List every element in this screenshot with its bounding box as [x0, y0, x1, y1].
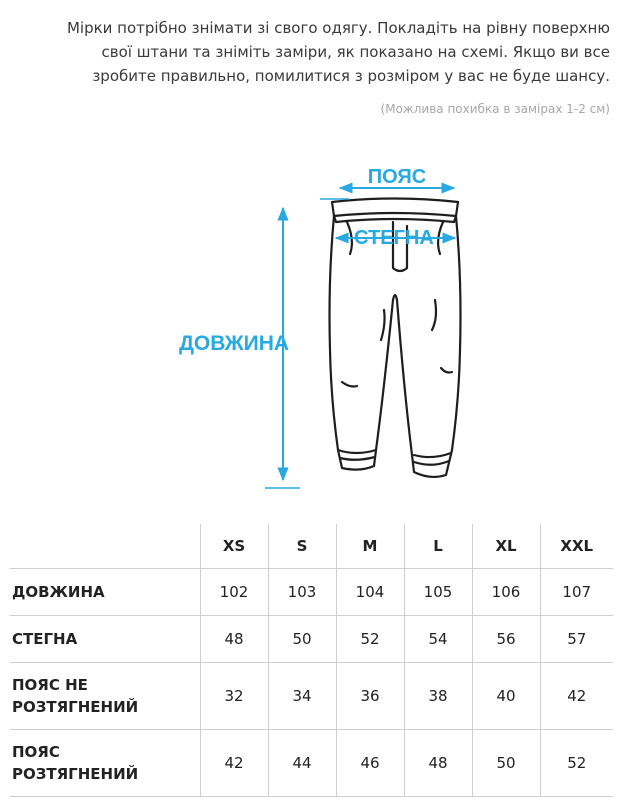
- table-cell: 42: [540, 663, 613, 730]
- intro-line-2: свої штани та зніміть заміри, як показано на схемі. Якщо ви все: [101, 43, 610, 61]
- table-cell: 103: [268, 569, 336, 616]
- table-cell: 106: [472, 569, 540, 616]
- table-cell: 48: [404, 730, 472, 797]
- size-l-header: L: [404, 524, 472, 569]
- table-cell: 52: [540, 730, 613, 797]
- table-cell: 32: [200, 663, 268, 730]
- waist-label: ПОЯС: [367, 166, 427, 188]
- size-chart-table: [10, 524, 613, 797]
- table-row-length: [10, 569, 613, 616]
- size-xs-header: XS: [200, 524, 268, 569]
- table-cell: 52: [336, 616, 404, 663]
- table-cell: 54: [404, 616, 472, 663]
- table-cell: 50: [472, 730, 540, 797]
- row-label-waist-relaxed: [10, 663, 200, 730]
- table-cell: 36: [336, 663, 404, 730]
- table-cell: 102: [200, 569, 268, 616]
- row-label-line-1: ПОЯС: [12, 743, 60, 761]
- size-header-row: [10, 524, 613, 569]
- row-label-line-1: ПОЯС НЕ: [12, 676, 88, 694]
- row-label-line-2: РОЗТЯГНЕНИЙ: [12, 765, 139, 783]
- table-cell: 50: [268, 616, 336, 663]
- table-cell: 48: [200, 616, 268, 663]
- row-label-text: СТЕГНА: [12, 630, 78, 648]
- size-m-header: M: [336, 524, 404, 569]
- table-cell: 46: [336, 730, 404, 797]
- table-row-waist-stretched: [10, 730, 613, 797]
- table-cell: 56: [472, 616, 540, 663]
- table-cell: 38: [404, 663, 472, 730]
- table-cell: 40: [472, 663, 540, 730]
- table-cell: 44: [268, 730, 336, 797]
- table-row-hips: [10, 616, 613, 663]
- hips-label: СТЕГНА: [354, 227, 434, 249]
- size-xxl-header: XXL: [540, 524, 613, 569]
- measurement-error-note: (Можлива похибка в замірах 1-2 см): [380, 102, 610, 116]
- table-cell: 107: [540, 569, 613, 616]
- intro-line-3: зробите правильно, помилитися з розміром у вас не буде шансу.: [92, 67, 610, 85]
- row-label-length: [10, 569, 200, 616]
- table-cell: 104: [336, 569, 404, 616]
- intro-text: [20, 16, 610, 88]
- size-xl-header: XL: [472, 524, 540, 569]
- table-corner: [10, 524, 200, 569]
- row-label-waist-stretched: [10, 730, 200, 797]
- pants-measurement-diagram: [0, 150, 628, 510]
- row-label-hips: [10, 616, 200, 663]
- intro-line-1: Мірки потрібно знімати зі свого одягу. Покладіть на рівну поверхню: [66, 19, 610, 37]
- length-label: ДОВЖИНА: [178, 332, 290, 355]
- row-label-text: ДОВЖИНА: [12, 583, 105, 601]
- size-s-header: S: [268, 524, 336, 569]
- table-row-waist-relaxed: [10, 663, 613, 730]
- table-cell: 57: [540, 616, 613, 663]
- table-cell: 105: [404, 569, 472, 616]
- table-cell: 34: [268, 663, 336, 730]
- table-cell: 42: [200, 730, 268, 797]
- row-label-line-2: РОЗТЯГНЕНИЙ: [12, 698, 139, 716]
